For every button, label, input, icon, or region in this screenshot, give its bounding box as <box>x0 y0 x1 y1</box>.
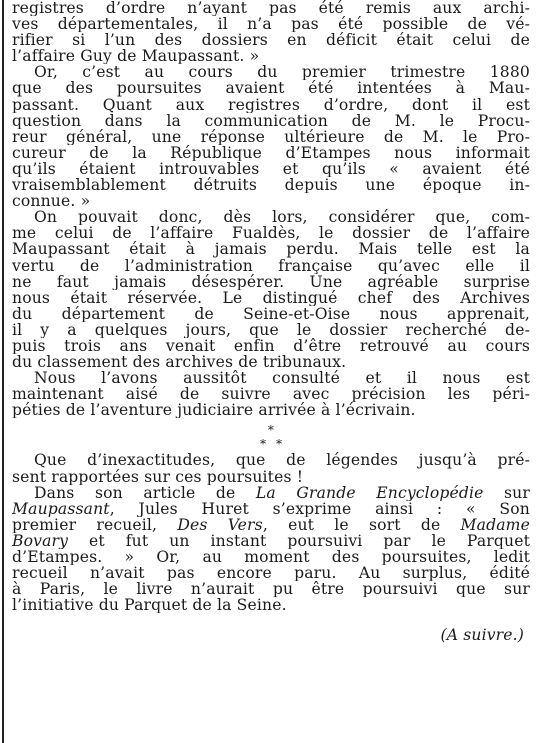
text-run: , eut le sort de <box>262 516 461 533</box>
italic-title-maupassant: Maupassant <box>12 500 110 517</box>
paragraph-6 <box>12 485 530 614</box>
text-line: vraisemblablement détruits depuis une époque in- <box>12 177 530 194</box>
text-line: d’Etampes. » Or, au moment des poursuites, ledit <box>12 549 530 566</box>
text-line: registres d’ordre n’ayant pas été remis aux archi- <box>12 0 530 17</box>
text-line: ves départementales, il n’a pas été possible de vé- <box>12 16 530 33</box>
text-line <box>12 517 530 533</box>
asterism-top: * <box>267 423 275 438</box>
text-line: péties de l’aventure judiciaire arrivée à l’écrivain. <box>12 402 416 419</box>
text-line: On pouvait donc, dès lors, considérer que, com- <box>34 209 530 226</box>
article-column <box>12 0 530 643</box>
text-line: rifier si l’un des dossiers en déficit était celui de <box>12 32 530 49</box>
text-line <box>12 501 530 517</box>
text-line: du département de Seine-et-Oise nous apprenait, <box>12 305 530 322</box>
paragraph-2 <box>12 64 530 209</box>
text-line: l’affaire Guy de Maupassant. » <box>12 48 260 65</box>
left-column-rule <box>2 0 4 743</box>
text-line: qu’ils étaient introuvables et qu’ils « avaient été <box>12 160 530 178</box>
text-line: sent rapportées sur ces poursuites ! <box>12 468 304 485</box>
text-line: l’initiative du Parquet de la Seine. <box>12 597 287 614</box>
italic-title-encyclopedie: La Grande Encyclopédie <box>255 484 484 501</box>
text-line: me celui de l’affaire Fualdès, le dossier de l’affaire <box>12 225 530 242</box>
text-line: du classement des archives de tribunaux. <box>12 354 347 371</box>
text-line <box>12 485 530 501</box>
text-line: nous était réservée. Le distingué chef des Archives <box>12 289 530 306</box>
text-line: question dans la communication de M. le Procu- <box>12 112 530 129</box>
text-line: puis trois ans venait enfin d’être retrouvé au cours <box>12 337 530 355</box>
text-run: et fut un instant poursuivi par le Parquet <box>68 532 530 549</box>
paragraph-4 <box>12 370 530 418</box>
text-line: reur général, une réponse ultérieure de M. le Pro- <box>12 128 530 145</box>
text-line: cureur de la République d’Etampes nous informait <box>12 144 530 161</box>
to-be-continued-note: (A suivre.) <box>440 626 524 645</box>
text-run: , Jules Huret s’exprime ainsi : « Son <box>109 500 530 517</box>
paragraph-3 <box>12 209 530 370</box>
text-line: maintenant aisé de suivre avec précision les péri- <box>12 386 530 403</box>
section-separator-asterism <box>12 418 530 452</box>
text-line: Or, c’est au cours du premier trimestre 1880 <box>34 64 530 81</box>
text-run: premier recueil, <box>12 516 178 533</box>
paragraph-5 <box>12 452 530 484</box>
italic-title-des-vers: Des Vers <box>177 516 263 533</box>
text-line: connue. » <box>12 193 91 210</box>
text-line: Maupassant était à jamais perdu. Mais telle est la <box>12 241 530 258</box>
text-line: passant. Quant aux registres d’ordre, dont il est <box>12 96 530 113</box>
italic-title-madame: Madame <box>460 516 530 533</box>
text-line <box>12 533 530 549</box>
text-line: recueil n’avait pas encore paru. Au surplus, édité <box>12 565 530 582</box>
italic-title-bovary: Bovary <box>12 532 69 549</box>
paragraph-1 <box>12 0 530 64</box>
text-run: Dans son article de <box>34 484 256 501</box>
text-line: Nous l’avons aussitôt consulté et il nous est <box>34 370 530 387</box>
text-line: que des poursuites avaient été intentées à Mau- <box>12 80 530 97</box>
text-line: vertu de l’administration française qu’avec elle il <box>12 257 530 274</box>
text-line: ne faut jamais désespérer. Une agréable surprise <box>12 273 530 290</box>
text-line: à Paris, le livre n’aurait pu être poursuivi que sur <box>12 581 530 598</box>
text-run: sur <box>483 484 530 501</box>
asterism-bottom: ** <box>260 437 292 452</box>
text-line: il y a quelques jours, que le dossier recherché de- <box>12 321 530 338</box>
text-line: Que d’inexactitudes, que de légendes jusqu’à pré- <box>34 452 530 469</box>
